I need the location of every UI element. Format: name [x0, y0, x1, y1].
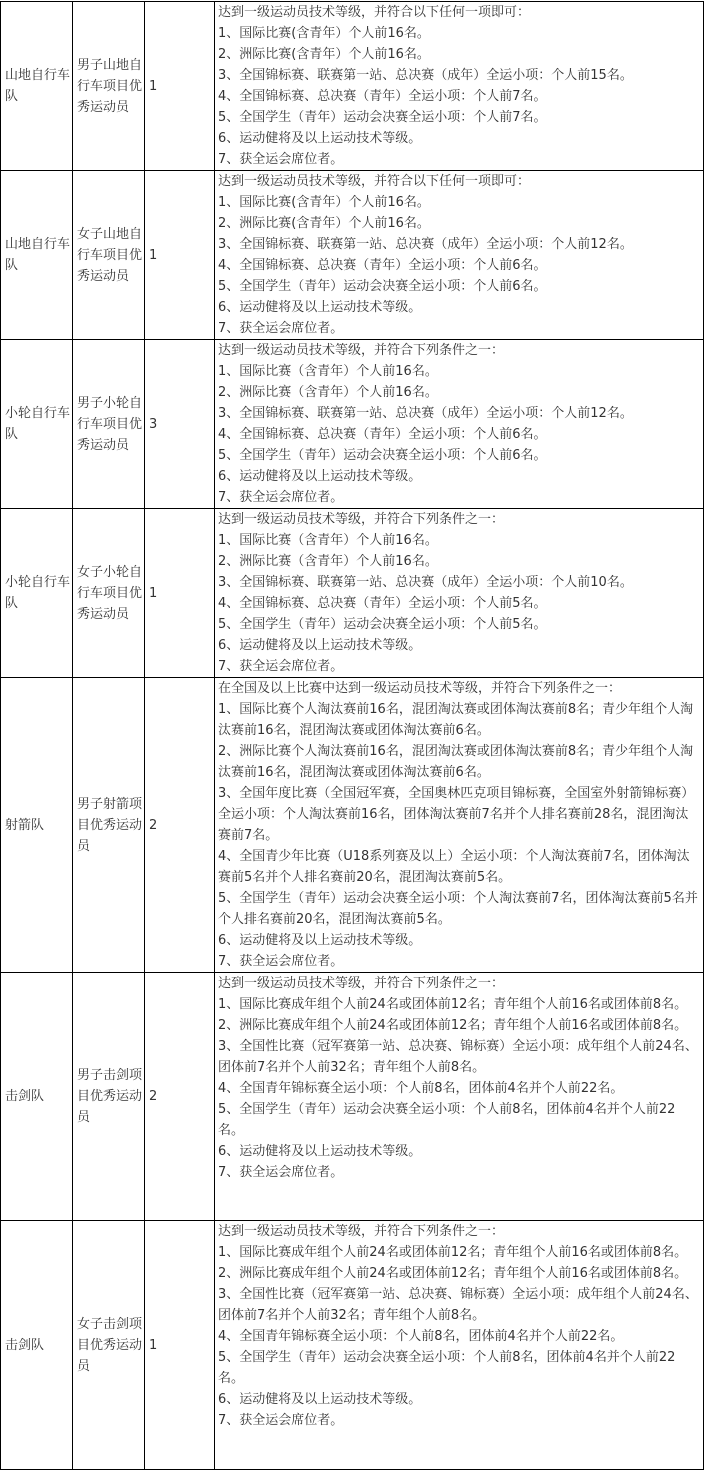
requirement-line: 7、获全运会席位者。 — [218, 954, 344, 969]
count-cell: 1 — [145, 171, 215, 340]
requirement-line: 达到一级运动员技术等级，并符合下列条件之一： — [218, 1224, 505, 1239]
requirement-line: 7、获全运会席位者。 — [218, 1413, 344, 1428]
requirement-line: 达到一级运动员技术等级，并符合下列条件之一： — [218, 512, 505, 527]
requirement-line: 6、运动健将及以上运动技术等级。 — [218, 1144, 422, 1159]
requirement-line: 达到一级运动员技术等级，并符合下列条件之一： — [218, 343, 505, 358]
requirement-line: 7、获全运会席位者。 — [218, 659, 344, 674]
requirement-line: 1、国际比赛个人淘汰赛前16名，混团淘汰赛或团体淘汰赛前8名；青少年组个人淘汰赛前16名，混团淘汰赛或团体淘汰赛前6名。 — [218, 702, 694, 738]
requirement-line: 7、获全运会席位者。 — [218, 321, 344, 336]
table-row — [1, 340, 704, 509]
requirement-line: 7、获全运会席位者。 — [218, 1165, 344, 1180]
requirements-cell — [215, 973, 704, 1221]
requirement-line: 2、洲际比赛成年组个人前24名或团体前12名；青年组个人前16名或团体前8名。 — [218, 1266, 688, 1281]
requirement-line: 2、洲际比赛(含青年）个人前16名。 — [218, 47, 430, 62]
requirement-line: 2、洲际比赛（含青年）个人前16名。 — [218, 385, 438, 400]
table-row — [1, 678, 704, 973]
requirement-line: 7、获全运会席位者。 — [218, 490, 344, 505]
requirement-line: 6、运动健将及以上运动技术等级。 — [218, 638, 422, 653]
count-cell: 1 — [145, 509, 215, 678]
requirement-line: 3、全国锦标赛、联赛第一站、总决赛（成年）全运小项：个人前12名。 — [218, 406, 633, 421]
requirement-line: 2、洲际比赛(含青年）个人前16名。 — [218, 216, 430, 231]
requirement-line: 5、全国学生（青年）运动会决赛全运小项：个人前8名，团体前4名并个人前22名。 — [218, 1350, 676, 1386]
project-cell: 男子击剑项目优秀运动员 — [73, 973, 145, 1221]
requirements-cell — [215, 678, 704, 973]
table-row — [1, 171, 704, 340]
requirement-line: 3、全国锦标赛、联赛第一站、总决赛（成年）全运小项：个人前10名。 — [218, 575, 633, 590]
project-cell: 女子山地自行车项目优秀运动员 — [73, 171, 145, 340]
project-cell: 女子小轮自行车项目优秀运动员 — [73, 509, 145, 678]
table-body — [1, 2, 704, 1470]
team-cell: 山地自行车队 — [1, 171, 73, 340]
count-cell: 2 — [145, 678, 215, 973]
requirement-line: 1、国际比赛(含青年）个人前16名。 — [218, 195, 430, 210]
requirements-cell — [215, 509, 704, 678]
project-cell: 男子小轮自行车项目优秀运动员 — [73, 340, 145, 509]
requirement-line: 1、国际比赛成年组个人前24名或团体前12名；青年组个人前16名或团体前8名。 — [218, 1245, 688, 1260]
requirement-line: 3、全国锦标赛、联赛第一站、总决赛（成年）全运小项：个人前15名。 — [218, 68, 633, 83]
requirement-line: 5、全国学生（青年）运动会决赛全运小项：个人前5名。 — [218, 617, 547, 632]
requirement-line: 在全国及以上比赛中达到一级运动员技术等级，并符合下列条件之一： — [218, 681, 622, 696]
requirement-line: 3、全国性比赛（冠军赛第一站、总决赛、锦标赛）全运小项：成年组个人前24名、团体前7名并个人前32名；青年组个人前8名。 — [218, 1287, 698, 1323]
recruitment-table — [0, 1, 704, 1470]
count-cell: 3 — [145, 340, 215, 509]
requirement-line: 2、洲际比赛个人淘汰赛前16名，混团淘汰赛或团体淘汰赛前8名；青少年组个人淘汰赛前16名，混团淘汰赛或团体淘汰赛前6名。 — [218, 744, 694, 780]
requirement-line: 达到一级运动员技术等级，并符合以下任何一项即可： — [218, 5, 531, 20]
requirement-line: 4、全国锦标赛、总决赛（青年）全运小项：个人前7名。 — [218, 89, 547, 104]
requirement-line: 达到一级运动员技术等级，并符合以下任何一项即可： — [218, 174, 531, 189]
requirement-line: 3、全国性比赛（冠军赛第一站、总决赛、锦标赛）全运小项：成年组个人前24名、团体前7名并个人前32名；青年组个人前8名。 — [218, 1039, 698, 1075]
table-row — [1, 2, 704, 171]
team-cell: 山地自行车队 — [1, 2, 73, 171]
table-row — [1, 973, 704, 1221]
requirement-line: 6、运动健将及以上运动技术等级。 — [218, 1392, 422, 1407]
requirement-line: 5、全国学生（青年）运动会决赛全运小项：个人前6名。 — [218, 279, 547, 294]
count-cell: 1 — [145, 2, 215, 171]
requirement-line: 7、获全运会席位者。 — [218, 152, 344, 167]
requirements-cell — [215, 1221, 704, 1470]
team-cell: 击剑队 — [1, 973, 73, 1221]
requirement-line: 3、全国锦标赛、联赛第一站、总决赛（成年）全运小项：个人前12名。 — [218, 237, 633, 252]
project-cell: 男子射箭项目优秀运动员 — [73, 678, 145, 973]
requirement-line: 4、全国锦标赛、总决赛（青年）全运小项：个人前5名。 — [218, 596, 547, 611]
requirement-line: 4、全国锦标赛、总决赛（青年）全运小项：个人前6名。 — [218, 258, 547, 273]
requirement-line: 4、全国锦标赛、总决赛（青年）全运小项：个人前6名。 — [218, 427, 547, 442]
requirement-line: 1、国际比赛（含青年）个人前16名。 — [218, 364, 438, 379]
requirement-line: 6、运动健将及以上运动技术等级。 — [218, 300, 422, 315]
requirement-line: 6、运动健将及以上运动技术等级。 — [218, 131, 422, 146]
requirement-line: 4、全国青年锦标赛全运小项：个人前8名，团体前4名并个人前22名。 — [218, 1081, 624, 1096]
count-cell: 2 — [145, 973, 215, 1221]
requirement-line: 1、国际比赛（含青年）个人前16名。 — [218, 533, 438, 548]
requirement-line: 5、全国学生（青年）运动会决赛全运小项：个人前8名，团体前4名并个人前22名。 — [218, 1102, 676, 1138]
requirements-cell — [215, 171, 704, 340]
requirement-line: 2、洲际比赛成年组个人前24名或团体前12名；青年组个人前16名或团体前8名。 — [218, 1018, 688, 1033]
requirement-line: 6、运动健将及以上运动技术等级。 — [218, 933, 422, 948]
requirement-line: 1、国际比赛(含青年）个人前16名。 — [218, 26, 430, 41]
requirements-cell — [215, 2, 704, 171]
requirement-line: 3、全国年度比赛（全国冠军赛，全国奥林匹克项目锦标赛，全国室外射箭锦标赛）全运小项：个人淘汰赛前16名，团体淘汰赛前7名并个人排名赛前28名，混团淘汰赛前7名。 — [218, 786, 695, 843]
requirement-line: 4、全国青少年比赛（U18系列赛及以上）全运小项：个人淘汰赛前7名，团体淘汰赛前5名并个人排名赛前20名，混团淘汰赛前5名。 — [218, 849, 690, 885]
requirement-line: 2、洲际比赛（含青年）个人前16名。 — [218, 554, 438, 569]
requirements-cell — [215, 340, 704, 509]
requirement-line: 5、全国学生（青年）运动会决赛全运小项：个人前6名。 — [218, 448, 547, 463]
project-cell: 女子击剑项目优秀运动员 — [73, 1221, 145, 1470]
requirement-line: 4、全国青年锦标赛全运小项：个人前8名，团体前4名并个人前22名。 — [218, 1329, 624, 1344]
requirement-line: 达到一级运动员技术等级，并符合下列条件之一： — [218, 976, 505, 991]
requirement-line: 5、全国学生（青年）运动会决赛全运小项：个人淘汰赛前7名，团体淘汰赛前5名并个人排名赛前20名，混团淘汰赛前5名。 — [218, 891, 698, 927]
team-cell: 小轮自行车队 — [1, 340, 73, 509]
table-row — [1, 1221, 704, 1470]
team-cell: 小轮自行车队 — [1, 509, 73, 678]
requirement-line: 1、国际比赛成年组个人前24名或团体前12名；青年组个人前16名或团体前8名。 — [218, 997, 688, 1012]
count-cell: 1 — [145, 1221, 215, 1470]
table-row — [1, 509, 704, 678]
requirement-line: 5、全国学生（青年）运动会决赛全运小项：个人前7名。 — [218, 110, 547, 125]
team-cell: 击剑队 — [1, 1221, 73, 1470]
team-cell: 射箭队 — [1, 678, 73, 973]
project-cell: 男子山地自行车项目优秀运动员 — [73, 2, 145, 171]
requirement-line: 6、运动健将及以上运动技术等级。 — [218, 469, 422, 484]
